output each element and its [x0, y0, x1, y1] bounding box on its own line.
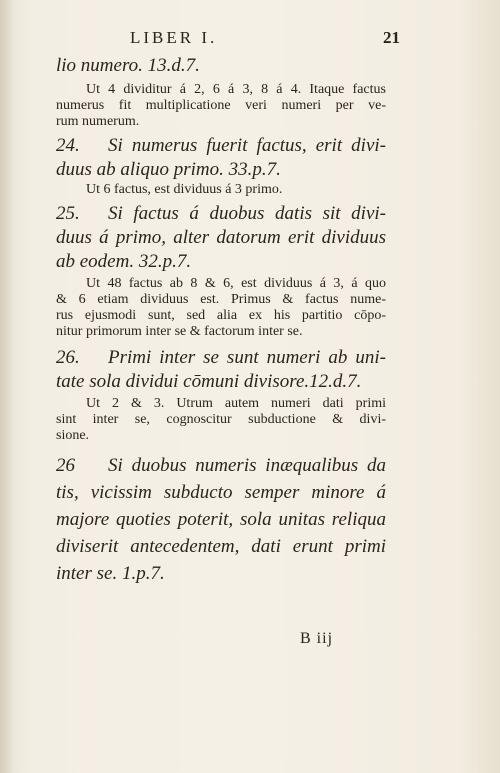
text-block — [56, 24, 400, 587]
text-line: sione. — [56, 428, 90, 443]
text-line: sint inter se, cognoscitur subductione & divi- — [56, 412, 386, 427]
text-line: Si factus á duobus datis sit divi- — [108, 203, 386, 224]
text-line: duus ab aliquo primo. 33.p.7. — [56, 159, 281, 180]
text-line: rum numerum. — [56, 114, 140, 129]
proposition-26 — [56, 346, 386, 394]
text-line: diviserit antecedentem, dati erunt primi — [56, 536, 386, 557]
text-line: Ut 48 factus ab 8 & 6, est dividuus á 3, á quo — [86, 276, 386, 291]
example-paragraph — [56, 396, 386, 444]
italic-continuation — [56, 54, 386, 78]
example-paragraph — [56, 82, 386, 130]
text-line: Primi inter se sunt numeri ab uni- — [108, 347, 386, 368]
text-line: lio numero. 13.d.7. — [56, 55, 200, 76]
proposition-25 — [56, 202, 386, 274]
proposition-number: 26 — [56, 455, 75, 476]
text-line: tate sola dividui cōmuni divisore.12.d.7. — [56, 371, 362, 392]
text-line: Ut 4 dividitur á 2, 6 á 3, 8 á 4. Itaque factus — [86, 82, 386, 97]
proposition-24 — [56, 134, 386, 182]
text-line: Ut 6 factus, est dividuus á 3 primo. — [86, 182, 283, 197]
proposition-number: 25. — [56, 203, 80, 224]
text-line: & 6 etiam dividuus est. Primus & factus nume- — [56, 292, 386, 307]
text-line: numerus fit multiplicatione veri numeri per ve- — [56, 98, 386, 113]
example-paragraph — [56, 276, 386, 340]
signature-mark: B iij — [300, 630, 334, 647]
text-line: rus ejusmodi sunt, sed alia ex his partitio cōpo- — [56, 308, 386, 323]
text-line: nitur primorum inter se & factorum inter se. — [56, 324, 303, 339]
proposition-26-second — [56, 452, 386, 587]
text-line: ab eodem. 32.p.7. — [56, 251, 192, 272]
text-line: inter se. 1.p.7. — [56, 563, 165, 584]
text-line: Ut 2 & 3. Utrum autem numeri dati primi — [86, 396, 386, 411]
example-paragraph — [56, 182, 386, 198]
proposition-number: 24. — [56, 135, 80, 156]
text-line: Si duobus numeris inæqualibus da — [108, 455, 386, 476]
proposition-number: 26. — [56, 347, 80, 368]
text-line: Si numerus fuerit factus, erit divi- — [108, 135, 386, 156]
page-gutter-shadow — [0, 0, 14, 773]
text-line: majore quoties poterit, sola unitas reliqua — [56, 509, 386, 530]
running-title: LIBER I. — [130, 28, 218, 47]
page-number: 21 — [383, 28, 400, 47]
text-line: tis, vicissim subducto semper minore á — [56, 482, 386, 503]
text-line: duus á primo, alter datorum erit dividuus — [56, 227, 386, 248]
page-header — [56, 24, 400, 50]
